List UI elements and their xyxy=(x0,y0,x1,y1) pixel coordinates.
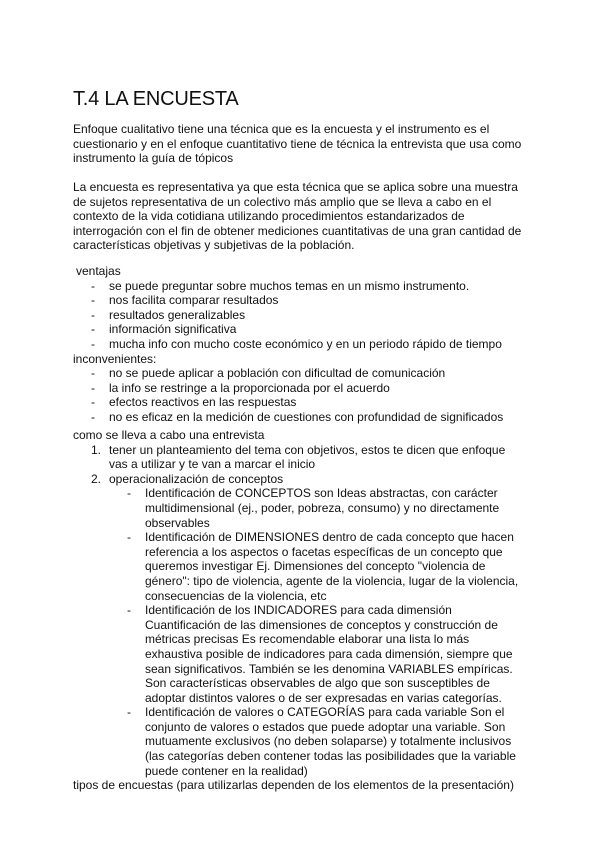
numbered-step xyxy=(73,472,533,778)
page-title: T.4 LA ENCUESTA xyxy=(73,88,239,110)
list-item: - se puede preguntar sobre muchos temas en un mismo instrumento. xyxy=(73,279,533,294)
numbered-step xyxy=(73,443,524,472)
sub-list-item: - Identificación de los INDICADORES para cada dimensión Cuantificación de las dimensiones de conceptos y construcción de métricas precisas Es recomendable elaborar una lista lo más exhaustiva posible de indicadores para cada dimensión, siempre que sean significativos. También se les denomina VARIABLES empíricas. Son características observables de algo que son susceptibles de adoptar distintos valores o de ser expresadas en varias categorías. xyxy=(73,603,520,705)
step-number: 2. xyxy=(91,471,102,486)
entrevista-steps xyxy=(73,443,533,779)
list-item: - información significativa xyxy=(73,322,533,337)
sub-list-item: - Identificación de CONCEPTOS son Ideas abstractas, con carácter multidimensional (ej., poder, pobreza, consumo) y no directamente observables xyxy=(73,486,520,530)
sub-list-item: - Identificación de valores o CATEGORÍAS para cada variable Son el conjunto de valores o estados que puede adoptar una variable. Son mutuamente exclusivos (no deben solaparse) y totalmente inclusivos (las categorías deben contener todas las posibilidades que la variable puede contener en la realidad) xyxy=(73,705,520,778)
list-item: - nos facilita comparar resultados xyxy=(73,293,533,308)
inconvenientes-list xyxy=(73,366,533,424)
list-item: - efectos reactivos en las respuestas xyxy=(73,395,533,410)
ventajas-heading: ventajas xyxy=(76,264,121,278)
step-text: tener un planteamiento del tema con objetivos, estos te dicen que enfoque vas a utilizar y te van a marcar el inicio xyxy=(109,442,506,472)
intro-paragraph-2: La encuesta es representativa ya que esta técnica que se aplica sobre una muestra de sujetos representativa de un colectivo más amplio que se lleva a cabo en el contexto de la vida cotidiana utilizando procedimientos estandarizados de interrogación con el fin de obtener mediciones cuantitativas de una gran cantidad de características objetivas y subjetivas de la población. xyxy=(73,180,522,253)
step-number: 1. xyxy=(91,442,102,457)
operacionalizacion-list xyxy=(73,486,533,778)
inconvenientes-heading: inconvenientes: xyxy=(73,351,157,366)
sub-list-item: - Identificación de DIMENSIONES dentro de cada concepto que hacen referencia a los aspectos o facetas específicas de un concepto que queremos investigar Ej. Dimensiones del concepto "violencia de género": tipo de violencia, agente de la violencia, lugar de la violencia, consecuencias de la violencia, etc xyxy=(73,530,520,603)
entrevista-heading: como se lleva a cabo una entrevista xyxy=(73,428,265,442)
list-item: - no es eficaz en la medición de cuestiones con profundidad de significados xyxy=(73,410,533,425)
tipos-encuestas-line: tipos de encuestas (para utilizarlas dependen de los elementos de la presentación) xyxy=(73,778,514,793)
list-item: - la info se restringe a la proporcionada por el acuerdo xyxy=(73,381,533,396)
step-text: operacionalización de conceptos xyxy=(109,471,284,486)
list-item: - resultados generalizables xyxy=(73,308,533,323)
entrevista-section xyxy=(73,428,533,793)
ventajas-section xyxy=(73,264,533,425)
ventajas-list xyxy=(73,279,533,352)
intro-paragraph-1: Enfoque cualitativo tiene una técnica que es la encuesta y el instrumento es el cuestionario y en el enfoque cuantitativo tiene de técnica la entrevista que usa como instrumento la guía de tópicos xyxy=(73,122,522,166)
list-item: - no se puede aplicar a población con dificultad de comunicación xyxy=(73,366,533,381)
list-item: - mucha info con mucho coste económico y en un periodo rápido de tiempo xyxy=(73,337,533,352)
